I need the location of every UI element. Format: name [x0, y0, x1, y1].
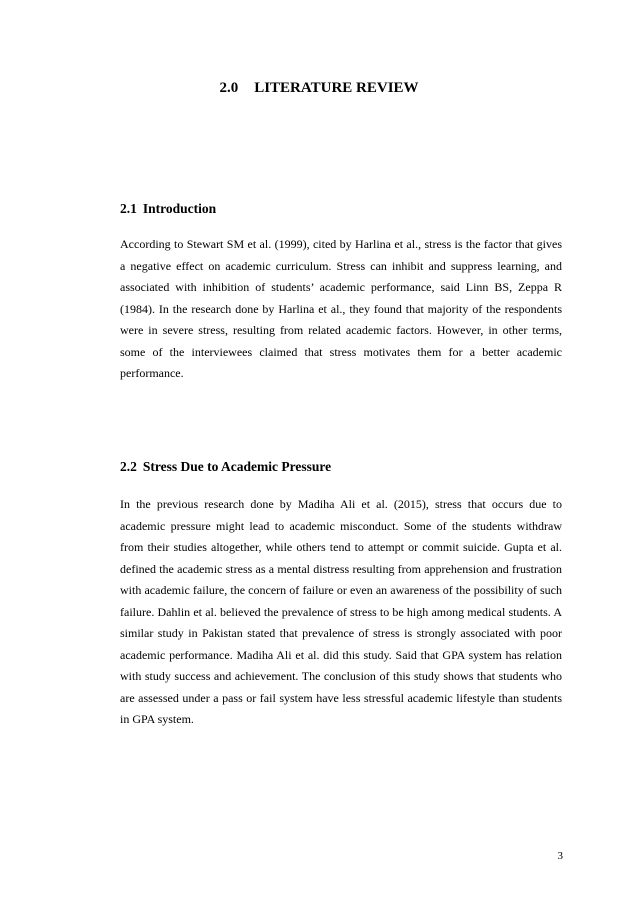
chapter-number: 2.0: [219, 80, 239, 96]
page-number: 3: [557, 850, 563, 862]
section-number: 2.1: [120, 201, 137, 216]
paragraph-introduction: According to Stewart SM et al. (1999), cited by Harlina et al., stress is the factor that gives a negative effect on academic curriculum. Stress can inhibit and suppress learning, and associated with inhibition of students’ academic performance, said Linn BS, Zeppa R (1984). In the research done by Harlina et al., they found that majority of the respondents were in severe stress, resulting from related academic factors. However, in other terms, some of the interviewees claimed that stress motivates them for a better academic performance.: [120, 237, 562, 380]
section-heading-text: Introduction: [142, 201, 217, 216]
section-heading-stress-academic-pressure: [120, 458, 331, 476]
section-number: 2.2: [120, 459, 137, 474]
chapter-title-text: LITERATURE REVIEW: [254, 80, 419, 96]
chapter-title: [0, 78, 638, 98]
section-heading-text: Stress Due to Academic Pressure: [142, 459, 332, 474]
paragraph-stress-academic-pressure: In the previous research done by Madiha Ali et al. (2015), stress that occurs due to academic pressure might lead to academic misconduct. Some of the students withdraw from their studies altogether, while others tend to attempt or commit suicide. Gupta et al. defined the academic stress as a mental distress resulting from apprehension and frustration with academic failure, the concern of failure or even an awareness of the possibility of such failure. Dahlin et al. believed the prevalence of stress to be high among medical students. A similar study in Pakistan stated that prevalence of stress is strongly associated with poor academic performance. Madiha Ali et al. did this study. Said that GPA system has relation with study success and achievement. The conclusion of this study shows that students who are assessed under a pass or fail system have less stressful academic lifestyle than students in GPA system.: [120, 497, 562, 726]
section-heading-introduction: [120, 200, 216, 218]
